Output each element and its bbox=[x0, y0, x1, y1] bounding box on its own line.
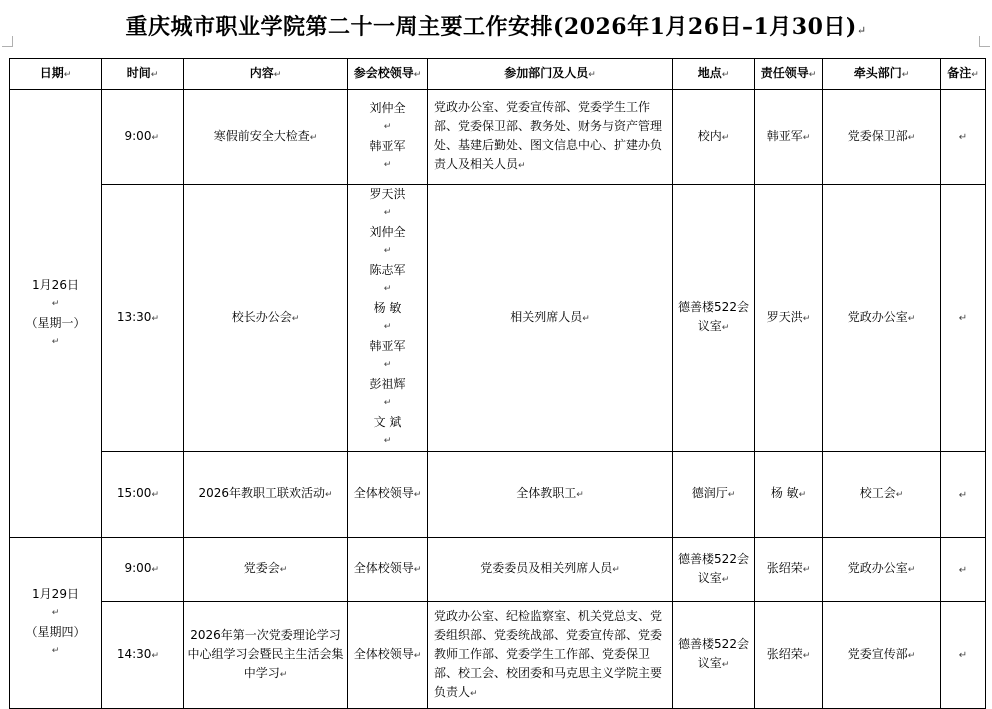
content-cell: 2026年第一次党委理论学习中心组学习会暨民主生活会集中学习↵ bbox=[184, 602, 348, 709]
responsible-cell: 罗天洪↵ bbox=[755, 185, 823, 452]
note-cell: ↵ bbox=[941, 538, 986, 602]
leaders-cell: 刘仲全 ↵ 韩亚军 ↵ bbox=[348, 90, 428, 185]
header-content: 内容↵ bbox=[184, 59, 348, 90]
header-lead-dept: 牵头部门↵ bbox=[823, 59, 941, 90]
responsible-cell: 杨 敏↵ bbox=[755, 452, 823, 538]
header-time: 时间↵ bbox=[102, 59, 184, 90]
content-cell: 寒假前安全大检查↵ bbox=[184, 90, 348, 185]
header-participants: 参加部门及人员↵ bbox=[428, 59, 673, 90]
participants-cell: 全体教职工↵ bbox=[428, 452, 673, 538]
header-leaders: 参会校领导↵ bbox=[348, 59, 428, 90]
note-cell: ↵ bbox=[941, 90, 986, 185]
table-row bbox=[10, 185, 986, 452]
lead-dept-cell: 党委保卫部↵ bbox=[823, 90, 941, 185]
responsible-cell: 韩亚军↵ bbox=[755, 90, 823, 185]
page-title: 重庆城市职业学院第二十一周主要工作安排(2026年1月26日–1月30日)↵ bbox=[125, 14, 867, 40]
table-header-row bbox=[10, 59, 986, 90]
table-row bbox=[10, 538, 986, 602]
leaders-cell: 全体校领导↵ bbox=[348, 538, 428, 602]
note-cell: ↵ bbox=[941, 185, 986, 452]
lead-dept-cell: 党政办公室↵ bbox=[823, 538, 941, 602]
responsible-cell: 张绍荣↵ bbox=[755, 538, 823, 602]
location-cell: 德善楼522会议室↵ bbox=[673, 538, 755, 602]
note-cell: ↵ bbox=[941, 602, 986, 709]
table-row bbox=[10, 90, 986, 185]
time-cell: 13:30↵ bbox=[102, 185, 184, 452]
participants-cell: 党政办公室、纪检监察室、机关党总支、党委组织部、党委统战部、党委宣传部、党委教师工作部、党委学生工作部、党委保卫部、校工会、校团委和马克思主义学院主要负责人↵ bbox=[428, 602, 673, 709]
date-cell: 1月29日 ↵ （星期四） ↵ bbox=[10, 538, 102, 709]
participants-cell: 党委委员及相关列席人员↵ bbox=[428, 538, 673, 602]
header-note: 备注↵ bbox=[941, 59, 986, 90]
time-cell: 9:00↵ bbox=[102, 538, 184, 602]
leaders-cell: 全体校领导↵ bbox=[348, 602, 428, 709]
content-cell: 校长办公会↵ bbox=[184, 185, 348, 452]
date-cell: 1月26日 ↵ （星期一） ↵ bbox=[10, 90, 102, 538]
participants-cell: 相关列席人员↵ bbox=[428, 185, 673, 452]
schedule-table bbox=[9, 58, 986, 709]
content-cell: 党委会↵ bbox=[184, 538, 348, 602]
lead-dept-cell: 校工会↵ bbox=[823, 452, 941, 538]
location-cell: 德善楼522会议室↵ bbox=[673, 602, 755, 709]
participants-cell: 党政办公室、党委宣传部、党委学生工作部、党委保卫部、教务处、财务与资产管理处、基建后勤处、图文信息中心、扩建办负责人及相关人员↵ bbox=[428, 90, 673, 185]
content-cell: 2026年教职工联欢活动↵ bbox=[184, 452, 348, 538]
header-date: 日期↵ bbox=[10, 59, 102, 90]
lead-dept-cell: 党政办公室↵ bbox=[823, 185, 941, 452]
location-cell: 校内↵ bbox=[673, 90, 755, 185]
time-cell: 9:00↵ bbox=[102, 90, 184, 185]
table-row bbox=[10, 602, 986, 709]
table-row bbox=[10, 452, 986, 538]
header-responsible: 责任领导↵ bbox=[755, 59, 823, 90]
lead-dept-cell: 党委宣传部↵ bbox=[823, 602, 941, 709]
time-cell: 15:00↵ bbox=[102, 452, 184, 538]
responsible-cell: 张绍荣↵ bbox=[755, 602, 823, 709]
header-location: 地点↵ bbox=[673, 59, 755, 90]
leaders-cell: 罗天洪 ↵ 刘仲全 ↵ 陈志军 ↵ 杨 敏 ↵ 韩亚军 ↵ 彭祖辉 ↵ 文 斌 ↵ bbox=[348, 185, 428, 452]
note-cell: ↵ bbox=[941, 452, 986, 538]
location-cell: 德润厅↵ bbox=[673, 452, 755, 538]
time-cell: 14:30↵ bbox=[102, 602, 184, 709]
leaders-cell: 全体校领导↵ bbox=[348, 452, 428, 538]
location-cell: 德善楼522会议室↵ bbox=[673, 185, 755, 452]
